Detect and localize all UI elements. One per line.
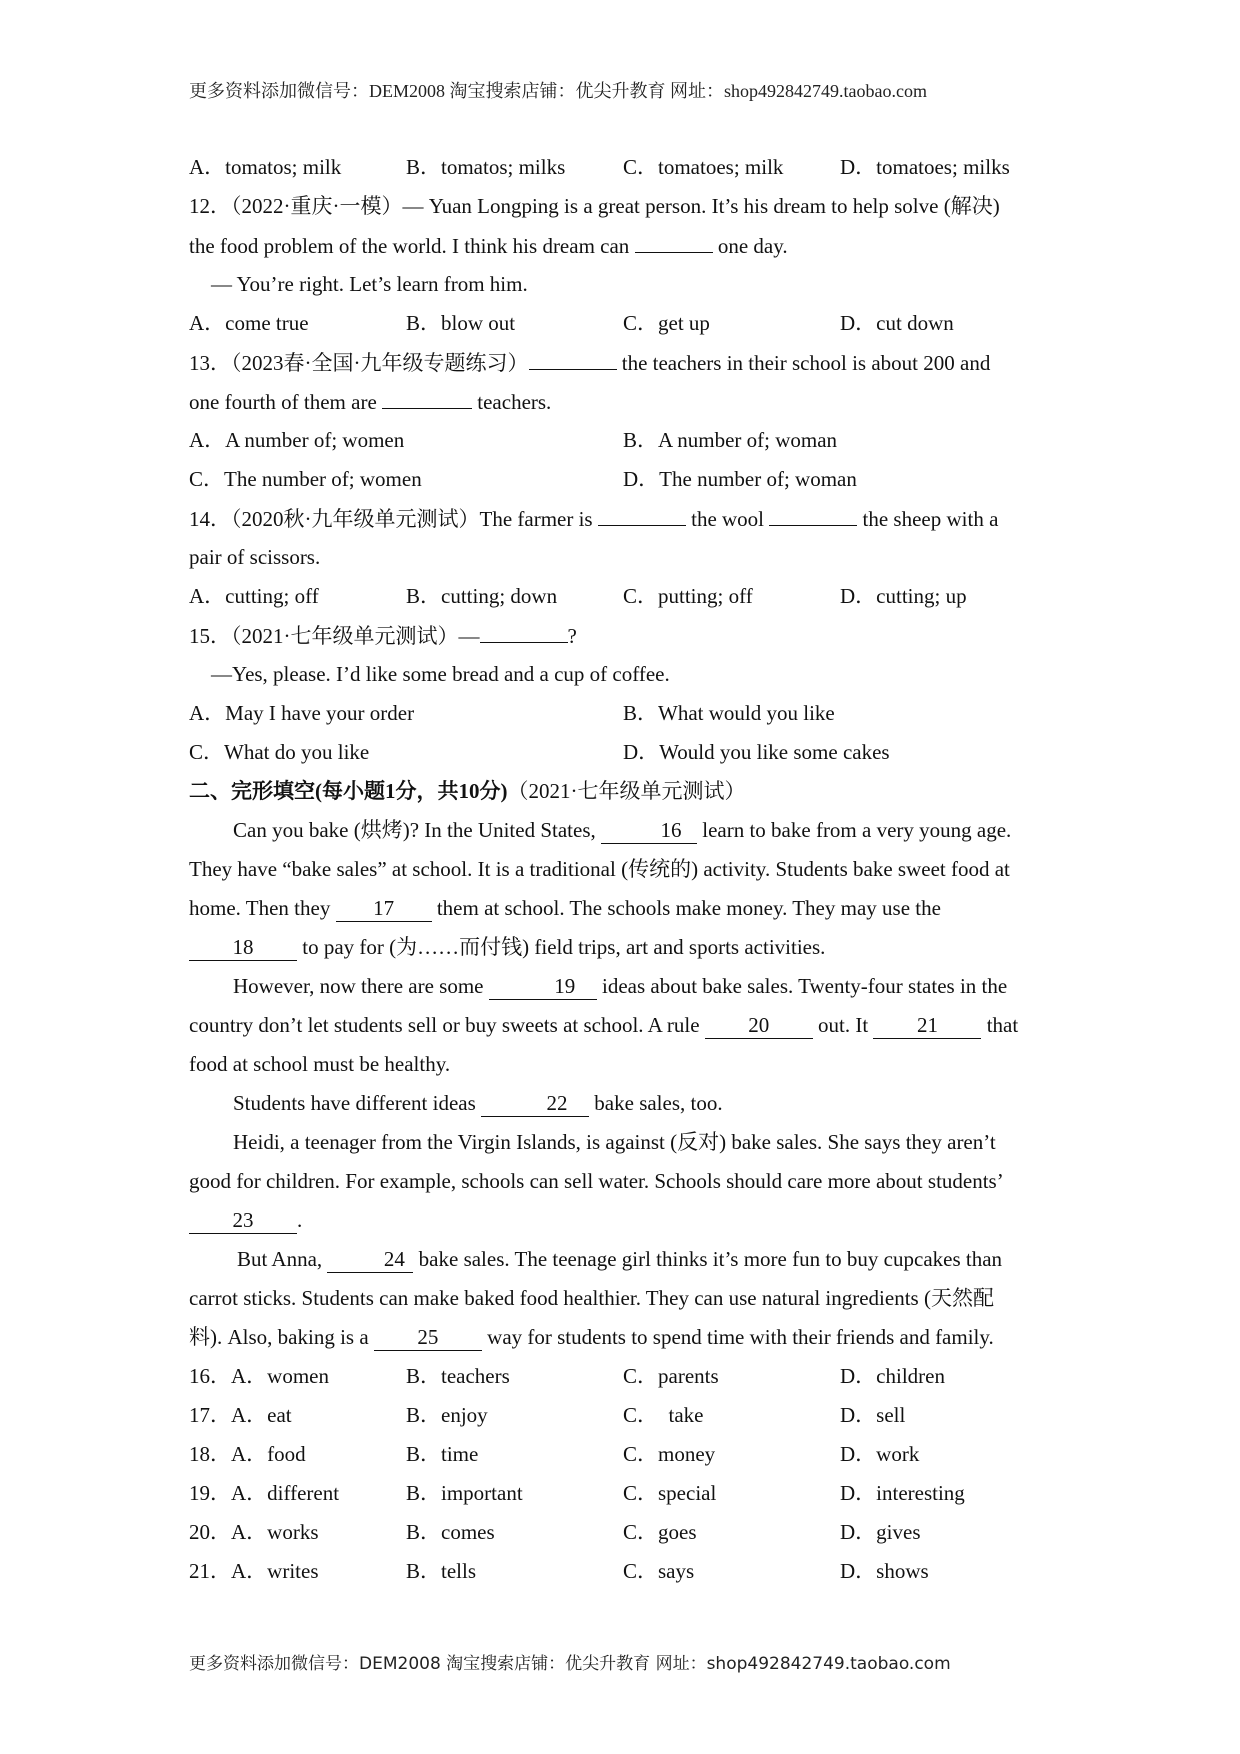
option-b: B．tells (406, 1559, 477, 1583)
passage-text: home. Then they (189, 896, 331, 920)
blank-17: 17 (336, 895, 432, 922)
passage-text: Students have different ideas (233, 1091, 476, 1115)
option-c: C．The number of; women (189, 467, 422, 491)
q15-options-row1 (189, 694, 1059, 733)
passage-line (189, 928, 1059, 967)
option-d: D．Would you like some cakes (623, 740, 890, 764)
q12-stem-line1: 12．（2022·重庆·一模）— Yuan Longping is a great person. It’s his dream to help solve (解决) (189, 194, 1000, 218)
section-heading (189, 772, 1059, 811)
option-a: A．A number of; women (189, 428, 405, 452)
q13-text-before-blank: 13．（2023春·全国·九年级专题练习） (189, 351, 529, 375)
option-b: B．important (406, 1481, 523, 1505)
answer-row-16 (189, 1357, 1059, 1396)
option-d: D．The number of; woman (623, 467, 857, 491)
option-b: B．comes (406, 1520, 495, 1544)
answer-row-19 (189, 1474, 1059, 1513)
passage-text: bake sales. The teenage girl thinks it’s more fun to buy cupcakes than (418, 1247, 1003, 1271)
option-a: 19．A．different (189, 1481, 340, 1505)
passage-text: country don’t let students sell or buy sweets at school. A rule (189, 1013, 700, 1037)
answer-blank (635, 226, 713, 253)
option-a: A．come true (189, 311, 309, 335)
blank-20: 20 (705, 1012, 813, 1039)
option-d: D．shows (840, 1559, 929, 1583)
q15-stem-line1 (189, 616, 1059, 655)
answer-row-18 (189, 1435, 1059, 1474)
q14-options (189, 577, 1059, 616)
q12-options (189, 304, 1059, 343)
option-b: B．cutting; down (406, 584, 558, 608)
option-a: 20．A．works (189, 1520, 319, 1544)
passage-line (189, 967, 1059, 1006)
blank-24: 24 (327, 1246, 413, 1273)
option-a: A．cutting; off (189, 584, 319, 608)
section-source: （2021·七年级单元测试） (507, 779, 746, 803)
passage-text: learn to bake from a very young age. (702, 818, 1012, 842)
option-c: C．parents (623, 1364, 719, 1388)
option-d: D．cut down (840, 311, 954, 335)
option-b: B．A number of; woman (623, 428, 838, 452)
q13-options-row1 (189, 421, 1059, 460)
passage-line: They have “bake sales” at school. It is a traditional (传统的) activity. Students bake sweet food at (189, 857, 1010, 881)
answer-blank (598, 499, 686, 526)
option-a: 18．A．food (189, 1442, 306, 1466)
option-c: C．tomatoes; milk (623, 155, 784, 179)
passage-text: 料). Also, baking is a (189, 1325, 369, 1349)
q14-text-mid: the wool (691, 507, 765, 531)
answer-row-20 (189, 1513, 1059, 1552)
option-c: C．get up (623, 311, 710, 335)
option-b: B．tomatos; milks (406, 155, 566, 179)
passage-text: bake sales, too. (594, 1091, 723, 1115)
option-b: B．What would you like (623, 701, 835, 725)
option-b: B．teachers (406, 1364, 510, 1388)
passage-text: Can you bake (烘烤)? In the United States, (233, 818, 596, 842)
q13-options-row2 (189, 460, 1059, 499)
passage-line (189, 889, 1059, 928)
blank-25: 25 (374, 1324, 482, 1351)
option-d: D．tomatoes; milks (840, 155, 1010, 179)
q12-stem-line2 (189, 226, 1059, 265)
q14-text-after-blank: the sheep with a (862, 507, 999, 531)
q12-text-after-blank: one day. (717, 234, 788, 258)
option-c: C．What do you like (189, 740, 370, 764)
option-a: 16．A．women (189, 1364, 329, 1388)
answer-blank (382, 382, 472, 409)
option-c: C． take (623, 1403, 704, 1427)
option-d: D．sell (840, 1403, 906, 1427)
passage-line (189, 1201, 1059, 1240)
q15-response: —Yes, please. I’d like some bread and a cup of coffee. (211, 662, 670, 686)
option-a: 17．A．eat (189, 1403, 292, 1427)
blank-19: 19 (489, 973, 597, 1000)
q14-stem-line2: pair of scissors. (189, 545, 321, 569)
option-c: C．goes (623, 1520, 697, 1544)
q13-text-before-blank2: one fourth of them are (189, 390, 377, 414)
passage-line (189, 1084, 1059, 1123)
option-d: D．cutting; up (840, 584, 967, 608)
option-a: A．May I have your order (189, 701, 415, 725)
blank-23: 23 (189, 1207, 297, 1234)
passage-text: out. It (818, 1013, 869, 1037)
answer-blank (480, 616, 568, 643)
q15-options-row2 (189, 733, 1059, 772)
q12-response: — You’re right. Let’s learn from him. (211, 272, 528, 296)
passage-text: ideas about bake sales. Twenty-four states in the (601, 974, 1008, 998)
passage-text: . (297, 1208, 303, 1232)
q14-text-before-blank: 14．（2020秋·九年级单元测试）The farmer is (189, 507, 593, 531)
passage-line: good for children. For example, schools can sell water. Schools should care more about students’ (189, 1169, 1004, 1193)
q15-text-before-blank: 15．（2021·七年级单元测试）— (189, 624, 480, 648)
q11-options (189, 148, 1059, 187)
passage-text: that (986, 1013, 1019, 1037)
option-d: D．interesting (840, 1481, 965, 1505)
page-content (189, 148, 1059, 1591)
answer-blank (769, 499, 857, 526)
option-b: B．time (406, 1442, 479, 1466)
blank-16: 16 (601, 817, 697, 844)
option-b: B．enjoy (406, 1403, 488, 1427)
option-a: A．tomatos; milk (189, 155, 342, 179)
q14-stem-line1 (189, 499, 1059, 538)
answer-row-21 (189, 1552, 1059, 1591)
q13-stem-line2 (189, 382, 1059, 421)
option-d: D．gives (840, 1520, 921, 1544)
passage-text: way for students to spend time with their friends and family. (487, 1325, 994, 1349)
passage-line (189, 1318, 1059, 1357)
blank-18: 18 (189, 934, 297, 961)
answer-blank (529, 343, 617, 370)
option-d: D．children (840, 1364, 945, 1388)
passage-line (189, 811, 1059, 850)
passage-line (189, 1006, 1059, 1045)
option-d: D．work (840, 1442, 920, 1466)
answer-row-17 (189, 1396, 1059, 1435)
passage-line: Heidi, a teenager from the Virgin Islands, is against (反对) bake sales. She says they aren’t (233, 1130, 996, 1154)
q13-text-after-blank: the teachers in their school is about 200 and (621, 351, 991, 375)
passage-line: food at school must be healthy. (189, 1052, 451, 1076)
option-c: C．putting; off (623, 584, 753, 608)
passage-text: to pay for (为……而付钱) field trips, art and sports activities. (302, 935, 826, 959)
page-header: 更多资料添加微信号：DEM2008 淘宝搜索店铺：优尖升教育 网址：shop492842749.taobao.com (189, 81, 927, 101)
option-c: C．says (623, 1559, 695, 1583)
q13-stem-line1 (189, 343, 1059, 382)
option-c: C．money (623, 1442, 716, 1466)
q12-text-before-blank: the food problem of the world. I think his dream can (189, 234, 630, 258)
page-footer: 更多资料添加微信号：DEM2008 淘宝搜索店铺：优尖升教育 网址：shop492842749.taobao.com (189, 1654, 951, 1674)
passage-line (189, 1240, 1059, 1279)
passage-text: them at school. The schools make money. They may use the (436, 896, 941, 920)
passage-text: However, now there are some (233, 974, 484, 998)
q15-text-after-blank: ? (567, 624, 577, 648)
passage-line: carrot sticks. Students can make baked food healthier. They can use natural ingredients (天然配 (189, 1286, 994, 1310)
passage-text: But Anna, (237, 1247, 323, 1271)
option-c: C．special (623, 1481, 717, 1505)
blank-21: 21 (873, 1012, 981, 1039)
option-b: B．blow out (406, 311, 516, 335)
option-a: 21．A．writes (189, 1559, 319, 1583)
section-title: 二、完形填空(每小题1分，共10分) (189, 779, 508, 803)
q13-text-after-blank2: teachers. (477, 390, 552, 414)
blank-22: 22 (481, 1090, 589, 1117)
